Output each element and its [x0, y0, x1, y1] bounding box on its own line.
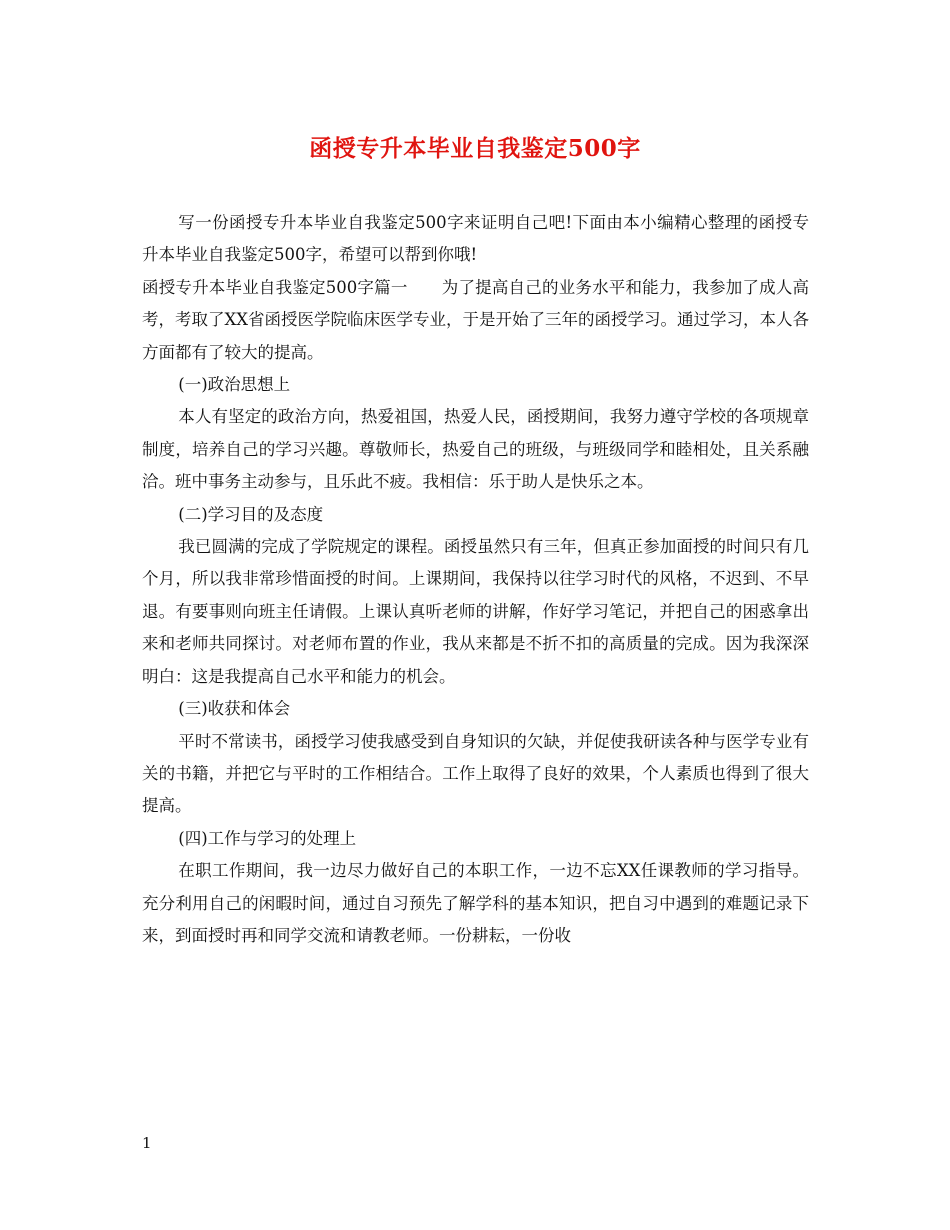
section-heading-work-study: (四)工作与学习的处理上	[178, 828, 357, 848]
section-paragraph-politics: 本人有坚定的政治方向，热爱祖国，热爱人民，函授期间，我努力遵守学校的各项规章制度，培养自己的学习兴趣。尊敬师长，热爱自己的班级，与班级同学和睦相处，且关系融洽。班中事务主动参与，且乐此不疲。我相信：乐于助人是快乐之本。	[142, 407, 809, 492]
page-number: 1	[142, 1134, 152, 1152]
document-title: 函授专升本毕业自我鉴定500字	[309, 135, 641, 162]
section-paragraph-work-study: 在职工作期间，我一边尽力做好自己的本职工作，一边不忘XX任课教师的学习指导。充分利用自己的闲暇时间，通过自习预先了解学科的基本知识，把自习中遇到的难题记录下来，到面授时再和同学交流和请教老师。一份耕耘，一份收	[142, 861, 809, 945]
part-one-label: 函授专升本毕业自我鉴定500字篇一	[142, 277, 408, 297]
section-heading-politics: (一)政治思想上	[178, 375, 291, 395]
section-heading-gains: (三)收获和体会	[178, 699, 291, 719]
document-body	[142, 207, 809, 952]
part-one-paragraph	[142, 272, 809, 369]
intro-paragraph: 写一份函授专升本毕业自我鉴定500字来证明自己吧!下面由本小编精心整理的函授专升本毕业自我鉴定500字，希望可以帮到你哦!	[142, 213, 809, 265]
section-paragraph-study-attitude: 我已圆满的完成了学院规定的课程。函授虽然只有三年，但真正参加面授的时间只有几个月，所以我非常珍惜面授的时间。上课期间，我保持以往学习时代的风格，不迟到、不早退。有要事则向班主任请假。上课认真听老师的讲解，作好学习笔记，并把自己的困惑拿出来和老师共同探讨。对老师布置的作业，我从来都是不折不扣的高质量的完成。因为我深深明白：这是我提高自己水平和能力的机会。	[142, 537, 809, 686]
section-paragraph-gains: 平时不常读书，函授学习使我感受到自身知识的欠缺，并促使我研读各种与医学专业有关的书籍，并把它与平时的工作相结合。工作上取得了良好的效果，个人素质也得到了很大提高。	[142, 731, 809, 816]
section-heading-study-attitude: (二)学习目的及态度	[178, 504, 324, 524]
part-one-text: 为了提高自己的业务水平和能力，我参加了成人高考，考取了XX省函授医学院临床医学专业，于是开始了三年的函授学习。通过学习，本人各方面都有了较大的提高。	[142, 277, 810, 362]
